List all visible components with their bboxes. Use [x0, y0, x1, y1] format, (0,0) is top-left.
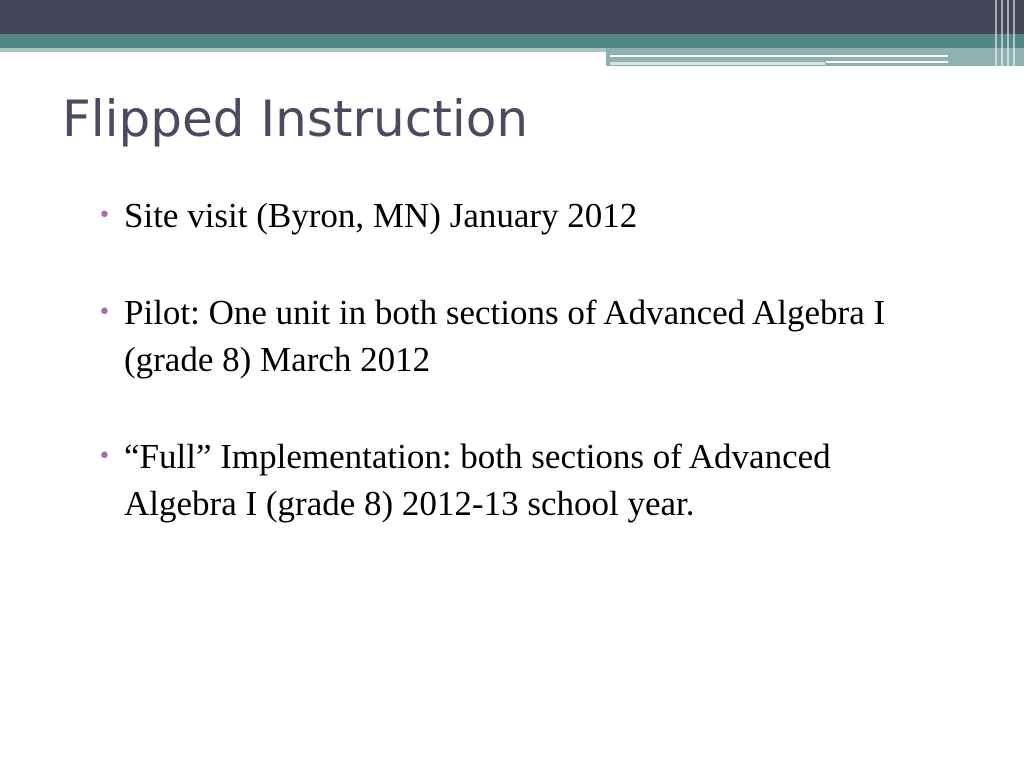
header-accent-line	[826, 61, 948, 63]
bullet-icon: •	[98, 203, 111, 228]
bullet-text: “Full” Implementation: both sections of Advanced Algebra I (grade 8) 2012-13 school year.	[124, 437, 831, 523]
header-banner-dark	[0, 0, 1024, 34]
bullet-item	[96, 192, 936, 239]
bullet-list	[96, 192, 936, 527]
header-stripe	[1007, 0, 1009, 70]
slide-title: Flipped Instruction	[62, 90, 529, 148]
header-banner-teal	[0, 34, 1024, 48]
header-banner-accent	[0, 48, 606, 52]
header-stripes	[992, 0, 1024, 70]
header-stripe	[1013, 0, 1015, 70]
bullet-item	[96, 289, 936, 383]
bullet-text: Site visit (Byron, MN) January 2012	[124, 196, 638, 235]
header-accent-line	[610, 55, 948, 57]
header-accent-line	[610, 62, 825, 65]
bullet-icon: •	[98, 300, 111, 325]
header-stripe	[995, 0, 997, 70]
bullet-item	[96, 433, 936, 527]
bullet-text: Pilot: One unit in both sections of Advanced Algebra I (grade 8) March 2012	[124, 293, 886, 379]
header-stripe	[1001, 0, 1003, 70]
bullet-icon: •	[98, 444, 111, 469]
